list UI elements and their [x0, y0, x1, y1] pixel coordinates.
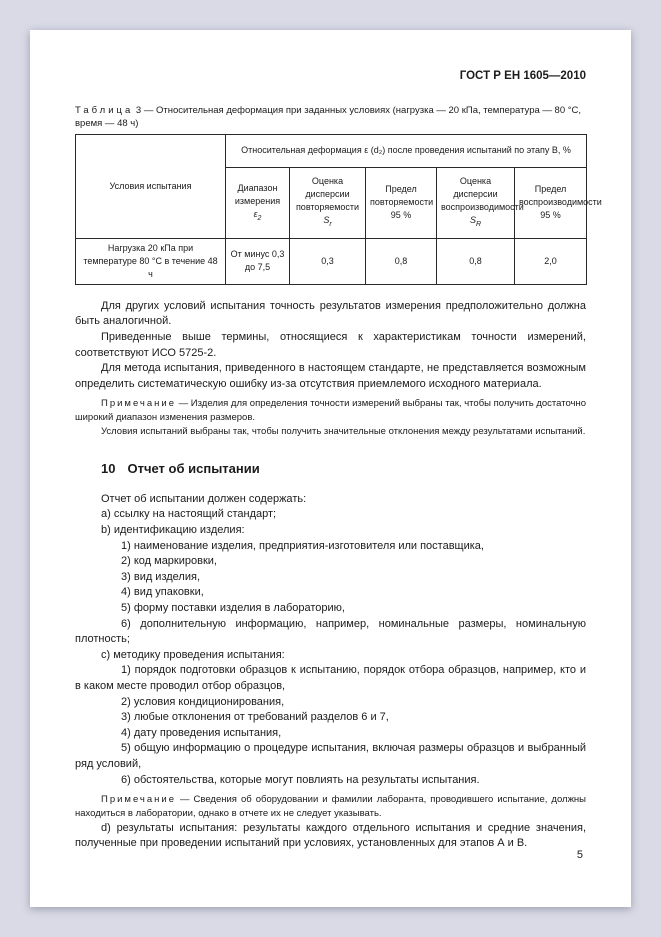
col-header-range [226, 167, 290, 238]
table-row [76, 238, 587, 284]
report-item-c3: 3) любые отклонения от требований разделов 6 и 7, [121, 711, 389, 724]
table-span-header: Относительная деформация ε (d₂) после проведения испытаний по этапу В, % [226, 134, 587, 167]
note [75, 793, 586, 821]
col-header-reproducibility-sd [437, 167, 524, 238]
cell-condition: Нагрузка 20 кПа при температуре 80 °С в течение 48 ч [76, 238, 226, 284]
epsilon-symbol: $\varepsilon_2$ [253, 208, 262, 222]
col-header-repeatability-sd-text: Оценка дисперсии повторяемости [295, 176, 360, 213]
document-id: ГОСТ Р ЕН 1605—2010 [459, 70, 586, 82]
col-header-conditions: Условия испытания [76, 134, 226, 238]
report-intro: Отчет об испытании должен содержать: [101, 492, 307, 505]
note-label: Примечание [101, 398, 176, 410]
report-item-b1: 1) наименование изделия, предприятия-изготовителя или поставщика, [121, 539, 484, 552]
report-item-a: а) ссылку на настоящий стандарт; [101, 508, 277, 521]
sR-symbol: $S_R$ [469, 215, 482, 228]
col-header-range-text: Диапазон измерения [234, 182, 281, 206]
report-item-b6: 6) дополнительную информацию, например, номинальные размеры, номинальную плотность; [75, 617, 587, 646]
report-item-c6: 6) обстоятельства, которые могут повлиять на результаты испытания. [121, 773, 480, 786]
section-heading [101, 461, 586, 476]
col-header-reproducibility-sd-text: Оценка дисперсии воспроизводимости [441, 176, 524, 213]
col-header-repeatability-limit-text: Предел повторяемости 95 % [370, 184, 434, 221]
deformation-table [75, 134, 602, 285]
table-caption-text: — Относительная деформация при заданных условиях (нагрузка — 20 кПа, температура — 80 °С, время — 48 ч) [75, 105, 582, 130]
report-item-b2: 2) код маркировки, [121, 555, 217, 568]
note [75, 397, 586, 425]
paragraph: Приведенные выше термины, относящиеся к характеристикам точности измерений, соответствуют ИСО 5725-2. [75, 330, 586, 359]
section-number: 10 [101, 460, 116, 476]
cell-sR: 0,8 [437, 238, 515, 284]
note-text: — Изделия для определения точности измерений выбраны так, чтобы получить достаточно широкий диапазон изменения размеров. [75, 398, 587, 424]
col-header-reproducibility-limit-text: Предел воспроизводимости 95 % [519, 184, 602, 221]
col-header-repeatability-sd [290, 167, 366, 238]
page-header [75, 70, 586, 82]
col-header-repeatability-limit [366, 167, 437, 238]
col-header-reproducibility-limit [515, 167, 602, 238]
report-item-c2: 2) условия кондиционирования, [121, 695, 285, 708]
page-number: 5 [576, 849, 583, 862]
sr-symbol: $S_r$ [323, 215, 332, 228]
report-item-b: b) идентификацию изделия: [101, 523, 245, 536]
report-item-c5: 5) общую информацию о процедуре испытания, включая размеры образцов и выбранный ряд условий, [75, 742, 587, 771]
table-caption [75, 104, 586, 131]
section-title: Отчет об испытании [127, 460, 260, 476]
note-text: — Сведения об оборудовании и фамилии лаборанта, проводившего испытание, должны находиться в лаборатории, однако в отчете их не следует указывать. [75, 794, 587, 820]
report-item-b3: 3) вид изделия, [121, 570, 200, 583]
report-item-c1: 1) порядок подготовки образцов к испытанию, порядок отбора образцов, например, кто и в каком месте проводил отбор образцов, [75, 664, 586, 692]
table-caption-label: Таблица [75, 105, 134, 116]
report-item-c4: 4) дату проведения испытания, [121, 726, 282, 739]
paragraph: Для других условий испытания точность результатов измерения предположительно должна быть аналогичной. [75, 299, 586, 328]
report-item-b4: 4) вид упаковки, [121, 586, 204, 599]
cell-R-limit: 2,0 [515, 238, 587, 284]
document-page [30, 30, 631, 907]
report-item-c: с) методику проведения испытания: [101, 648, 285, 661]
report-item-d: d) результаты испытания: результаты каждого отдельного испытания и средние значения, полученные при проведении испытаний при условиях, установленных для этапов А и В. [75, 821, 587, 850]
cell-sr: 0,3 [290, 238, 366, 284]
table-caption-number: 3 [135, 105, 142, 116]
note-label: Примечание [101, 794, 176, 806]
paragraph: Для метода испытания, приведенного в настоящем стандарте, не представляется возможным определить систематическую ошибку из-за отсутствия приемлемого исходного материала. [75, 362, 586, 390]
cell-r-limit: 0,8 [366, 238, 437, 284]
cell-range: От минус 0,3 до 7,5 [226, 238, 290, 284]
note: Условия испытаний выбраны так, чтобы получить значительные отклонения между результатами испытаний. [101, 425, 586, 437]
report-item-b5: 5) форму поставки изделия в лабораторию, [121, 601, 345, 614]
